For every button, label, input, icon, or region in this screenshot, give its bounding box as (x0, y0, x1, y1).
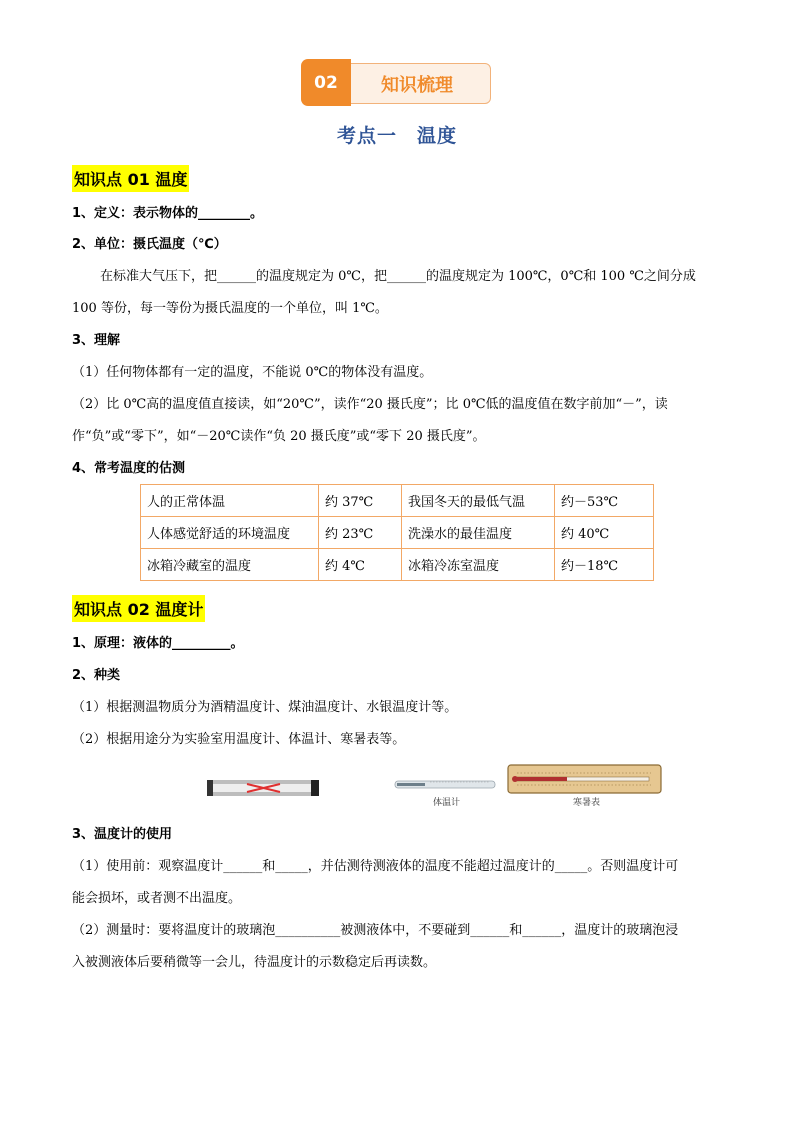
understand-line: 3、理解 (72, 333, 121, 348)
table-row (141, 549, 654, 581)
table-cell: 约－53℃ (555, 485, 654, 517)
unit-line: 2、单位：摄氏温度（℃） (72, 237, 227, 252)
weather-thermometer-image (508, 765, 661, 793)
table-cell: 洗澡水的最佳温度 (402, 517, 555, 549)
weather-thermometer-label: 寒暑表 (573, 798, 601, 808)
table-cell: 人的正常体温 (141, 485, 319, 517)
temperature-estimate-table (140, 484, 654, 581)
clinical-thermometer-image (395, 781, 495, 788)
table-cell: 约 40℃ (555, 517, 654, 549)
thermometer-figures (205, 763, 665, 813)
usage-item-1b: 能会损坏，或者测不出温度。 (72, 891, 242, 906)
estimate-line: 4、常考温度的估测 (72, 461, 186, 476)
table-row (141, 517, 654, 549)
unit-paragraph-2: 100 等份，每一等份为摄氏温度的一个单位，叫 1℃。 (72, 301, 388, 316)
table-cell: 约 23℃ (319, 517, 402, 549)
lab-thermometer-image (207, 780, 319, 796)
usage-item-2a: （2）测量时：要将温度计的玻璃泡__________被测液体中，不要碰到______和______，温度计的玻璃泡浸 (72, 923, 679, 938)
table-cell: 冰箱冷冻室温度 (402, 549, 555, 581)
kinds-item-2: （2）根据用途分为实验室用温度计、体温计、寒暑表等。 (72, 732, 406, 747)
section-heading-thermometer: 知识点 02 温度计 (72, 595, 205, 622)
principle-line: 1、原理：液体的_________。 (72, 636, 244, 651)
understand-item-2b: 作“负”或“零下”，如“－20℃读作“负 20 摄氏度”或“零下 20 摄氏度”。 (72, 429, 486, 444)
clinical-thermometer-label: 体温计 (433, 798, 461, 808)
usage-item-2b: 入被测液体后要稍微等一会儿，待温度计的示数稳定后再读数。 (72, 955, 437, 970)
unit-paragraph-1: 在标准大气压下，把______的温度规定为 0℃，把______的温度规定为 100℃，0℃和 100 ℃之间分成 (100, 269, 696, 284)
section-badge (301, 59, 492, 106)
usage-item-1a: （1）使用前：观察温度计______和_____，并估测待测液体的温度不能超过温度计的_____。否则温度计可 (72, 859, 679, 874)
table-cell: 人体感觉舒适的环境温度 (141, 517, 319, 549)
kinds-item-1: （1）根据测温物质分为酒精温度计、煤油温度计、水银温度计等。 (72, 700, 458, 715)
understand-item-2a: （2）比 0℃高的温度值直接读，如“20℃”，读作“20 摄氏度”；比 0℃低的温度值在数字前加“－”，读 (72, 397, 668, 412)
table-row (141, 485, 654, 517)
section-heading-temperature: 知识点 01 温度 (72, 165, 189, 192)
badge-title: 知识梳理 (343, 63, 491, 104)
definition-line: 1、定义：表示物体的________。 (72, 206, 264, 221)
usage-line: 3、温度计的使用 (72, 827, 173, 842)
topic-title: 考点一 温度 (336, 125, 457, 147)
badge-number: 02 (301, 59, 351, 106)
table-cell: 约 4℃ (319, 549, 402, 581)
table-cell: 我国冬天的最低气温 (402, 485, 555, 517)
table-cell: 约－18℃ (555, 549, 654, 581)
understand-item-1: （1）任何物体都有一定的温度，不能说 0℃的物体没有温度。 (72, 365, 433, 380)
table-cell: 约 37℃ (319, 485, 402, 517)
table-cell: 冰箱冷藏室的温度 (141, 549, 319, 581)
kinds-line: 2、种类 (72, 668, 121, 683)
